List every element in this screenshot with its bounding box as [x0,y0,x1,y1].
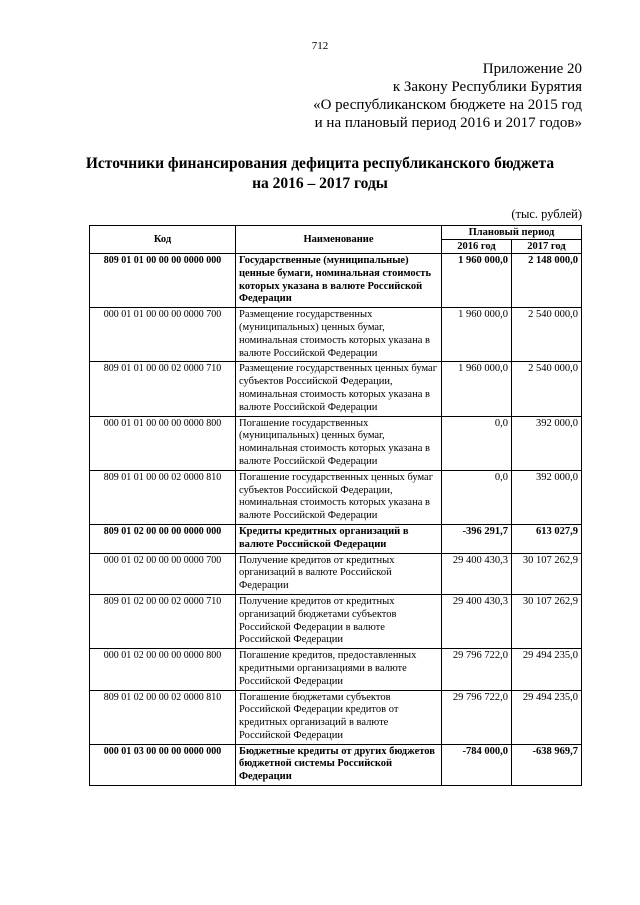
name-cell: Получение кредитов от кредитных организаций бюджетами субъектов Российской Федерации в валюте Российской Федерации [236,594,442,648]
value-2017-cell: 2 540 000,0 [512,308,582,362]
table-body [90,254,582,786]
table-row [90,524,582,553]
table-row [90,553,582,594]
table-row [90,744,582,785]
value-2016-cell: 0,0 [442,470,512,524]
name-cell: Бюджетные кредиты от других бюджетов бюджетной системы Российской Федерации [236,744,442,785]
name-cell: Размещение государственных (муниципальных) ценных бумаг, номинальная стоимость которых указана в валюте Российской Федерации [236,308,442,362]
appendix-header [313,60,582,132]
name-cell: Размещение государственных ценных бумаг субъектов Российской Федерации, номинальная стоимость которых указана в валюте Российской Федерации [236,362,442,416]
code-cell: 809 01 01 00 00 00 0000 000 [90,254,236,308]
code-cell: 000 01 02 00 00 00 0000 800 [90,649,236,690]
appendix-line-2: к Закону Республики Бурятия [392,79,582,95]
appendix-line-4: и на плановый период 2016 и 2017 годов» [314,115,582,131]
title-line-1: Источники финансирования дефицита республиканского бюджета [85,155,555,172]
header-planned-period: Плановый период [442,226,582,240]
table-row [90,470,582,524]
value-2017-cell: 613 027,9 [512,524,582,553]
value-2016-cell: -396 291,7 [442,524,512,553]
code-cell: 000 01 03 00 00 00 0000 000 [90,744,236,785]
table-row [90,308,582,362]
value-2016-cell: 29 796 722,0 [442,649,512,690]
appendix-line-3: «О республиканском бюджете на 2015 год [313,97,582,113]
header-year-2016: 2016 год [442,240,512,254]
units-label: (тыс. рублей) [511,207,582,221]
code-cell: 809 01 02 00 00 02 0000 710 [90,594,236,648]
code-cell: 809 01 02 00 00 02 0000 810 [90,690,236,744]
code-cell: 809 01 01 00 00 02 0000 710 [90,362,236,416]
code-cell: 000 01 02 00 00 00 0000 700 [90,553,236,594]
value-2017-cell: 2 148 000,0 [512,254,582,308]
value-2016-cell: 29 400 430,3 [442,594,512,648]
code-cell: 809 01 01 00 00 02 0000 810 [90,470,236,524]
value-2017-cell: 29 494 235,0 [512,649,582,690]
value-2017-cell: 392 000,0 [512,416,582,470]
name-cell: Получение кредитов от кредитных организаций в валюте Российской Федерации [236,553,442,594]
name-cell: Кредиты кредитных организаций в валюте Российской Федерации [236,524,442,553]
table-row [90,649,582,690]
header-name: Наименование [236,226,442,254]
table-row [90,690,582,744]
document-title [60,154,580,194]
value-2016-cell: -784 000,0 [442,744,512,785]
value-2016-cell: 0,0 [442,416,512,470]
value-2017-cell: 30 107 262,9 [512,594,582,648]
financing-sources-table [89,225,582,786]
code-cell: 000 01 01 00 00 00 0000 700 [90,308,236,362]
value-2016-cell: 1 960 000,0 [442,254,512,308]
table-row [90,362,582,416]
value-2016-cell: 29 796 722,0 [442,690,512,744]
value-2017-cell: -638 969,7 [512,744,582,785]
appendix-line-1: Приложение 20 [482,61,582,77]
header-code: Код [90,226,236,254]
table-row [90,254,582,308]
name-cell: Погашение бюджетами субъектов Российской Федерации кредитов от кредитных организаций в валюте Российской Федерации [236,690,442,744]
value-2017-cell: 2 540 000,0 [512,362,582,416]
title-line-2: на 2016 – 2017 годы [252,175,388,192]
name-cell: Государственные (муниципальные) ценные бумаги, номинальная стоимость которых указана в валюте Российской Федерации [236,254,442,308]
value-2016-cell: 1 960 000,0 [442,362,512,416]
name-cell: Погашение государственных ценных бумаг субъектов Российской Федерации, номинальная стоимость которых указана в валюте Российской Федерации [236,470,442,524]
value-2017-cell: 392 000,0 [512,470,582,524]
header-year-2017: 2017 год [512,240,582,254]
table-row [90,594,582,648]
name-cell: Погашение кредитов, предоставленных кредитными организациями в валюте Российской Федерации [236,649,442,690]
code-cell: 000 01 01 00 00 00 0000 800 [90,416,236,470]
value-2016-cell: 1 960 000,0 [442,308,512,362]
value-2016-cell: 29 400 430,3 [442,553,512,594]
page-number: 712 [311,40,329,52]
value-2017-cell: 29 494 235,0 [512,690,582,744]
name-cell: Погашение государственных (муниципальных) ценных бумаг, номинальная стоимость которых указана в валюте Российской Федерации [236,416,442,470]
table-row [90,416,582,470]
code-cell: 809 01 02 00 00 00 0000 000 [90,524,236,553]
value-2017-cell: 30 107 262,9 [512,553,582,594]
